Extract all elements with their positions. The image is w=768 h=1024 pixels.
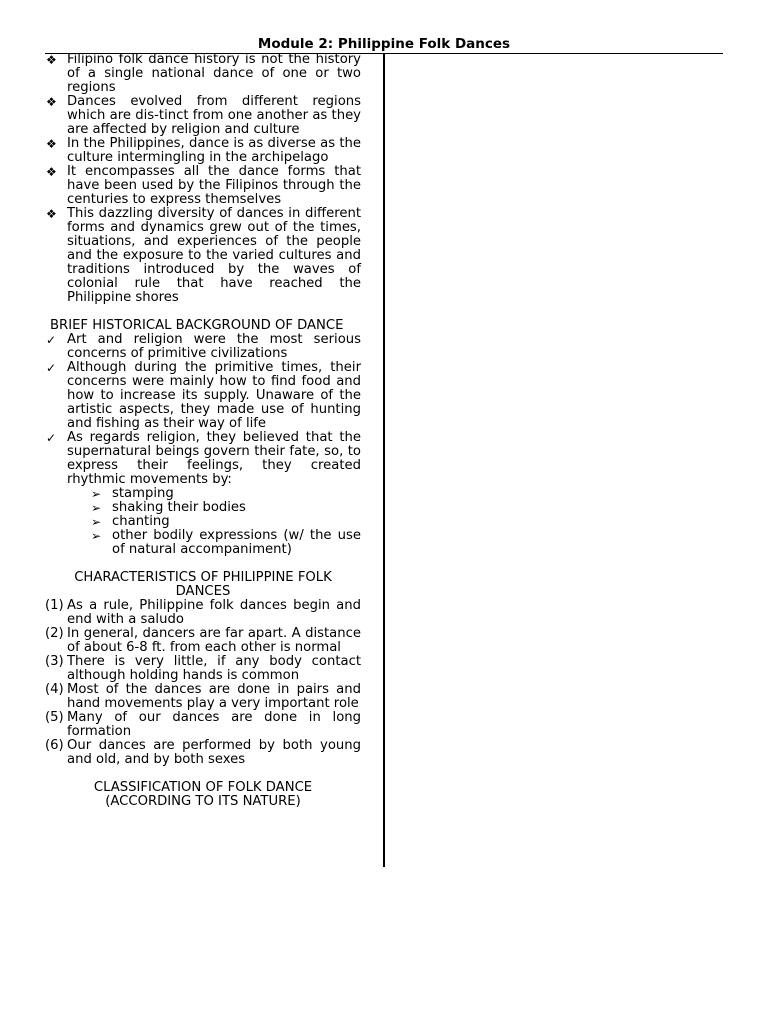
characteristic-item: (2) In general, dancers are far apart. A distance of about 6-8 ft. from each other is normal (45, 626, 361, 655)
checkmark-bullet-icon: ✓ (46, 333, 57, 347)
characteristic-item: (5) Many of our dances are done in long formation (45, 710, 361, 739)
intro-item: ❖ This dazzling diversity of dances in different forms and dynamics grew out of the times, situations, and experiences of the people and the exposure to the varied cultures and traditions introduced by the waves of colonial rule that have reached the Philippine shores (46, 206, 361, 305)
item-number: (3) (45, 654, 64, 669)
item-number: (4) (45, 682, 64, 697)
diamond-bullet-icon: ❖ (46, 165, 57, 179)
history-subitem: ➢ shaking their bodies (91, 500, 246, 515)
characteristic-item: (1) As a rule, Philippine folk dances begin and end with a saludo (45, 598, 361, 627)
history-subitem: ➢ chanting (91, 514, 170, 529)
diamond-bullet-icon: ❖ (46, 95, 57, 109)
intro-item: ❖ It encompasses all the dance forms that have been used by the Filipinos through the centuries to express themselves (46, 164, 361, 207)
intro-item: ❖ In the Philippines, dance is as diverse as the culture intermingling in the archipelago (46, 136, 361, 165)
arrow-bullet-icon: ➢ (91, 487, 102, 501)
item-number: (5) (45, 710, 64, 725)
intro-item: ❖ Dances evolved from different regions which are dis-tinct from one another as they are affected by religion and culture (46, 94, 361, 137)
document-title: Module 2: Philippine Folk Dances (257, 36, 511, 52)
item-number: (1) (45, 598, 64, 613)
history-subitem: ➢ stamping (91, 486, 174, 501)
column-divider (383, 53, 385, 867)
characteristic-item: (4) Most of the dances are done in pairs and hand movements play a very important role (45, 682, 361, 711)
history-item: ✓ As regards religion, they believed that the supernatural beings govern their fate, so, to express their feelings, they created rhythmic movements by: (46, 430, 361, 487)
checkmark-bullet-icon: ✓ (46, 361, 57, 375)
diamond-bullet-icon: ❖ (46, 53, 57, 67)
characteristic-item: (3) There is very little, if any body contact although holding hands is common (45, 654, 361, 683)
history-item: ✓ Although during the primitive times, their concerns were mainly how to find food and how to increase its supply. Unaware of the artistic aspects, they made use of hunting and fishing as their way of life (46, 360, 361, 431)
arrow-bullet-icon: ➢ (91, 515, 102, 529)
arrow-bullet-icon: ➢ (91, 529, 102, 543)
characteristic-item: (6) Our dances are performed by both young and old, and by both sexes (45, 738, 361, 767)
classification-heading: CLASSIFICATION OF FOLK DANCE (ACCORDING TO ITS NATURE) (93, 780, 313, 809)
checkmark-bullet-icon: ✓ (46, 431, 57, 445)
item-number: (6) (45, 738, 64, 753)
item-number: (2) (45, 626, 64, 641)
diamond-bullet-icon: ❖ (46, 137, 57, 151)
history-item: ✓ Art and religion were the most serious concerns of primitive civilizations (46, 332, 361, 361)
left-column (45, 53, 361, 809)
intro-item: ❖ Filipino folk dance history is not the history of a single national dance of one or two regions (46, 52, 361, 95)
history-subitem: ➢ other bodily expressions (w/ the use of natural accompaniment) (91, 528, 361, 557)
history-heading: BRIEF HISTORICAL BACKGROUND OF DANCE (50, 318, 344, 333)
diamond-bullet-icon: ❖ (46, 207, 57, 221)
arrow-bullet-icon: ➢ (91, 501, 102, 515)
characteristics-heading: CHARACTERISTICS OF PHILIPPINE FOLK DANCES (74, 570, 332, 599)
